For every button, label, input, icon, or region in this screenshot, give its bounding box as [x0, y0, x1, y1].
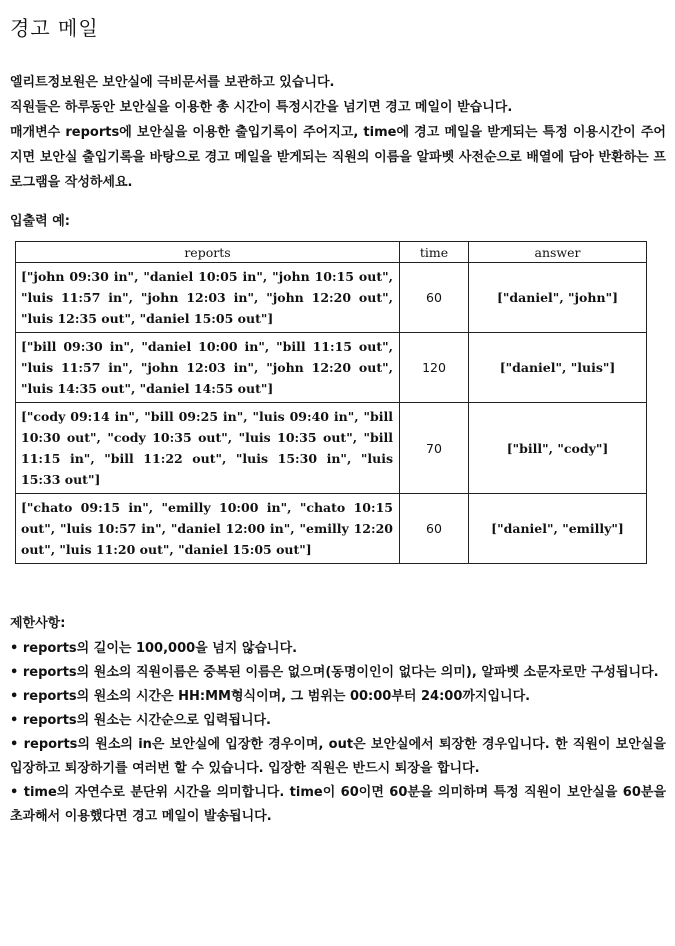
constraints-list: [10, 637, 666, 829]
answer-cell: ["bill", "cody"]: [469, 403, 647, 494]
constraint-text: reports의 원소의 직원이름은 중복된 이름은 없으며(동명이인이 없다는 의미), 알파벳 소문자로만 구성됩니다.: [22, 665, 659, 680]
table-row: [16, 263, 647, 333]
list-item: [10, 781, 666, 829]
time-cell: 60: [400, 494, 469, 564]
constraint-text: reports의 원소는 시간순으로 입력됩니다.: [22, 713, 272, 728]
intro-line-1: 엘리트정보원은 보안실에 극비문서를 보관하고 있습니다.: [10, 75, 335, 90]
list-item: [10, 661, 666, 685]
problem-description: [10, 70, 666, 195]
constraints-section: [10, 612, 666, 829]
list-item: [10, 637, 666, 661]
intro-line-3: 매개변수 reports에 보안실을 이용한 출입기록이 주어지고, time에 경고 메일을 받게되는 특정 이용시간이 주어지면 보안실 출입기록을 바탕으로 경고 메일을 받게되는 직원의 이름을 알파벳 사전순으로 배열에 담아 반환하는 프로그램을 작성하세요.: [10, 125, 666, 190]
reports-cell: ["cody 09:14 in", "bill 09:25 in", "luis 09:40 in", "bill 10:30 out", "cody 10:35 out", "luis 10:35 out", "bill 11:15 in", "bill 11:22 out", "luis 15:30 in", "luis 15:33 out"]: [16, 403, 400, 494]
table-header-row: [16, 242, 647, 263]
answer-cell: ["daniel", "john"]: [469, 263, 647, 333]
io-example-table: [15, 241, 647, 564]
bullet-icon: •: [10, 665, 19, 680]
answer-cell: ["daniel", "emilly"]: [469, 494, 647, 564]
constraint-text: reports의 원소의 in은 보안실에 입장한 경우이며, out은 보안실에서 퇴장한 경우입니다. 한 직원이 보안실을 입장하고 퇴장하기를 여러번 할 수 있습니다. 입장한 직원은 반드시 퇴장을 합니다.: [10, 737, 666, 776]
reports-cell: ["chato 09:15 in", "emilly 10:00 in", "chato 10:15 out", "luis 10:57 in", "daniel 12:00 in", "emilly 12:20 out", "luis 11:20 out", "daniel 15:05 out"]: [16, 494, 400, 564]
bullet-icon: •: [10, 641, 19, 656]
constraint-text: reports의 원소의 시간은 HH:MM형식이며, 그 범위는 00:00부터 24:00까지입니다.: [22, 689, 531, 704]
reports-cell: ["bill 09:30 in", "daniel 10:00 in", "bill 11:15 out", "luis 11:57 in", "john 12:03 in", "john 12:20 out", "luis 14:35 out", "daniel 14:55 out"]: [16, 333, 400, 403]
constraint-text: reports의 길이는 100,000을 넘지 않습니다.: [22, 641, 298, 656]
constraint-text: time의 자연수로 분단위 시간을 의미합니다. time이 60이면 60분을 의미하며 특정 직원이 보안실을 60분을 초과해서 이용했다면 경고 메일이 발송됩니다.: [10, 785, 666, 824]
time-cell: 120: [400, 333, 469, 403]
column-header-answer: answer: [469, 242, 647, 263]
column-header-reports: reports: [16, 242, 400, 263]
time-cell: 60: [400, 263, 469, 333]
bullet-icon: •: [10, 737, 19, 752]
list-item: [10, 733, 666, 781]
example-heading: 입출력 예:: [10, 214, 70, 229]
page-title: 경고 메일: [10, 16, 99, 40]
intro-line-2: 직원들은 하루동안 보안실을 이용한 총 시간이 특정시간을 넘기면 경고 메일이 받습니다.: [10, 100, 513, 115]
bullet-icon: •: [10, 785, 19, 800]
list-item: [10, 685, 666, 709]
bullet-icon: •: [10, 689, 19, 704]
answer-cell: ["daniel", "luis"]: [469, 333, 647, 403]
list-item: [10, 709, 666, 733]
reports-cell: ["john 09:30 in", "daniel 10:05 in", "john 10:15 out", "luis 11:57 in", "john 12:03 in", "john 12:20 out", "luis 12:35 out", "daniel 15:05 out"]: [16, 263, 400, 333]
table-row: [16, 403, 647, 494]
time-cell: 70: [400, 403, 469, 494]
table-row: [16, 333, 647, 403]
bullet-icon: •: [10, 713, 19, 728]
column-header-time: time: [400, 242, 469, 263]
constraints-heading: 제한사항:: [10, 616, 66, 631]
table-row: [16, 494, 647, 564]
